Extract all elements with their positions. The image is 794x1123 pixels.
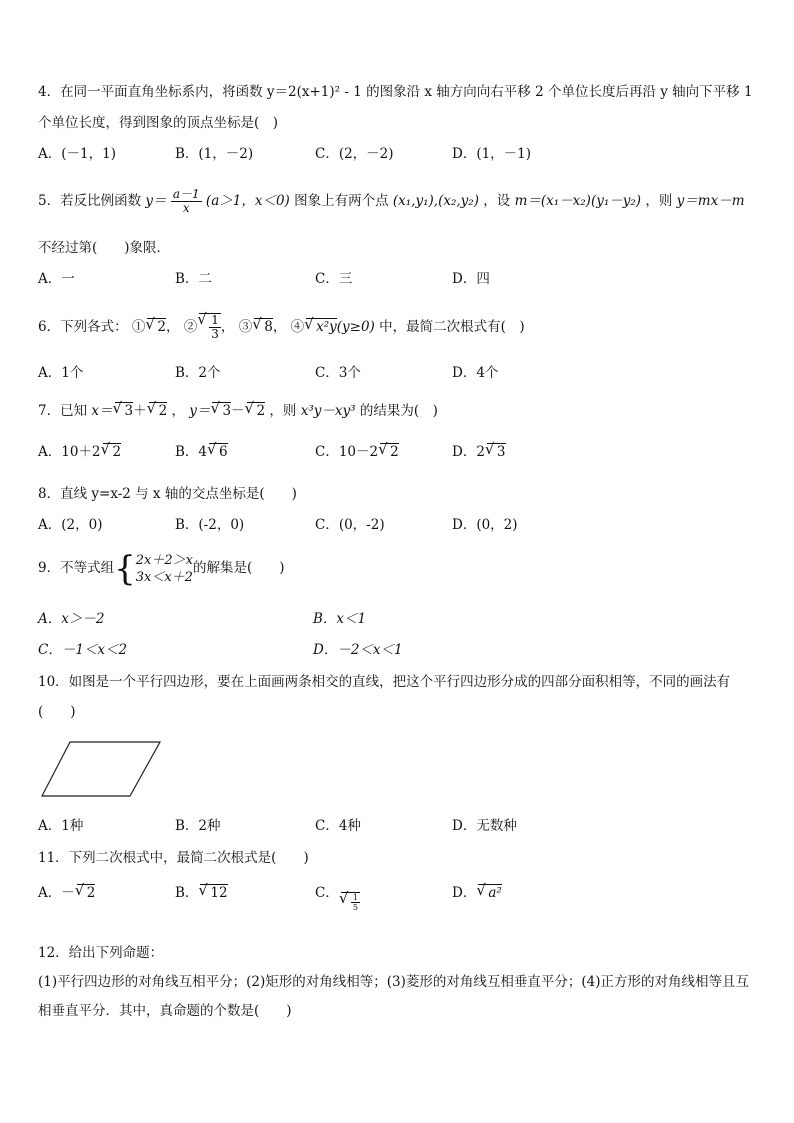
question-7-line1: [38, 400, 758, 422]
q6-index-2: ②: [183, 319, 198, 335]
option-d-pre: 2: [476, 444, 485, 460]
option-d-label: D．: [452, 885, 477, 901]
option-c: [315, 882, 360, 912]
question-7-options: [38, 441, 758, 463]
q9-prefix: 9．不等式组: [38, 560, 115, 576]
option-d: D．(0，2): [452, 517, 518, 533]
question-5-line2: 不经过第( )象限．: [38, 240, 171, 256]
option-c: C．4种: [315, 818, 361, 834]
option-a-pre: －: [61, 885, 75, 901]
q5-points: (x₁,y₁),(x₂,y₂): [392, 193, 479, 209]
option-b: B．(1，－2): [175, 146, 254, 162]
q6-index-1: ①: [131, 319, 146, 335]
option-a: [38, 441, 121, 463]
q9-brace: {: [114, 548, 136, 589]
option-c: C．三: [315, 271, 353, 287]
option-b: B．2个: [175, 365, 221, 381]
q7-y-minus: －: [231, 403, 245, 419]
option-c-frac: [351, 893, 360, 912]
option-a: A．(－1，1): [38, 146, 116, 162]
option-d: D．4个: [452, 365, 499, 381]
option-b: B．二: [175, 271, 212, 287]
question-9-line1: [38, 548, 758, 588]
option-c: C．(0，-2): [315, 517, 385, 533]
question-11-options: [38, 882, 758, 922]
option-c-num: √ 1: [352, 893, 358, 902]
question-4-line2: 个单位长度，得到图象的顶点坐标是( ): [38, 115, 279, 131]
q7-x-plus: ＋: [133, 403, 147, 419]
q9-row2: 3x＜x＋2: [135, 569, 193, 585]
q6-index-4: ④: [290, 319, 305, 335]
option-d: D．无数种: [452, 818, 517, 834]
q7-comma: ，: [171, 403, 185, 419]
q6-suffix: 中，最简二次根式有( ): [379, 319, 525, 335]
option-a: A．(2，0): [38, 517, 103, 533]
option-c: [315, 441, 399, 463]
question-8-line1: 8．直线 y=x-2 与 x 轴的交点坐标是( ): [38, 486, 297, 502]
q5-func-lhs: y＝: [145, 193, 167, 209]
option-a-label: A．: [38, 444, 62, 460]
question-5-options: [38, 268, 758, 290]
option-c-den: 5: [352, 903, 358, 912]
q6-radical-4: √ x²y: [306, 318, 337, 335]
q9-suffix: 的解集是( ): [192, 560, 285, 576]
option-a-pre: 10＋2: [61, 444, 101, 460]
option-c: C．3个: [315, 365, 361, 381]
option-a: A．1种: [38, 818, 84, 834]
q9-system: [136, 552, 193, 586]
question-8-options: [38, 514, 758, 536]
option-a: [38, 882, 95, 904]
q5-then: ，则: [645, 193, 673, 209]
option-c: C．(2，－2): [315, 146, 394, 162]
q6-radical-2-frac: [209, 314, 221, 341]
option-b-label: B．: [175, 444, 199, 460]
question-10-line1: 10．如图是一个平行四边形，要在上面画两条相交的直线，把这个平行四边形分成的四部分面积相等，不同的画法有: [38, 674, 731, 690]
option-b-label: B．: [175, 885, 199, 901]
q7-x-lhs: x＝: [91, 403, 113, 419]
q9-row1: 2x＋2＞x: [135, 552, 193, 568]
option-c-wrap: [339, 890, 360, 912]
q7-prefix: 7．已知: [38, 403, 88, 419]
q6-radical-2: [199, 313, 221, 341]
question-6-line1: 6．下列各式： ①√ 2， ② √ $\frac{1}{3}$ ， ③√ 8， ④√ x²y(y≥0) 中，最简二次根式有( ): [38, 312, 758, 342]
q6-radical-1: √ 2: [147, 318, 166, 335]
option-d-radical: √ a²: [478, 884, 501, 901]
q5-m-expr: m＝(x₁－x₂)(y₁－y₂): [514, 193, 642, 209]
option-a-label: A．: [38, 885, 62, 901]
q5-fraction: [171, 188, 202, 215]
question-11-line1: 11．下列二次根式中，最简二次根式是( ): [38, 850, 309, 866]
question-4-line1: 4．在同一平面直角坐标系内，将函数 y＝2(x+1)² - 1 的图象沿 x 轴方向向右平移 2 个单位长度后再沿 y 轴向下平移 1: [38, 84, 753, 100]
option-a-radical: √ 2: [103, 443, 122, 460]
q6-radical-3: √ 8: [254, 318, 273, 335]
q5-prefix: 5．若反比例函数: [38, 193, 142, 209]
option-c-label: C．: [315, 444, 339, 460]
q6-r2-den: 3: [211, 327, 219, 341]
question-10-options: [38, 815, 758, 837]
q6-r2-num: √ 1: [211, 313, 219, 327]
option-c: C．－1＜x＜2: [38, 642, 128, 658]
option-c-pre: 10－2: [338, 444, 379, 460]
question-9-options-row2: [38, 639, 758, 661]
option-c-label: C．: [315, 885, 339, 901]
option-d: D．－2＜x＜1: [313, 642, 403, 658]
option-b-radical: √ 6: [209, 443, 228, 460]
q7-x-radical-2: √ 2: [149, 402, 168, 419]
option-d: [452, 441, 506, 463]
option-b: B．2种: [175, 818, 221, 834]
option-c-radical: √ 2: [380, 443, 399, 460]
q6-prefix: 6．下列各式：: [38, 319, 128, 335]
option-b: [175, 882, 228, 904]
parallelogram-shape: [42, 742, 160, 796]
q5-frac-num: a－1: [172, 187, 200, 201]
q5-set: ，设: [483, 193, 511, 209]
q7-y-lhs: y＝: [189, 403, 211, 419]
option-d-radical: √ 3: [487, 443, 506, 460]
option-b: B．(-2，0): [175, 517, 245, 533]
q7-y-radical-1: √ 3: [212, 402, 231, 419]
option-b-radical: √ 12: [200, 884, 227, 901]
option-d: D．(1，－1): [452, 146, 532, 162]
option-b: B．x＜1: [313, 611, 367, 627]
q7-x-radical-1: √ 3: [115, 402, 134, 419]
parallelogram-figure: [40, 740, 164, 800]
q7-mid: ，则: [269, 403, 297, 419]
option-d: [452, 882, 502, 904]
q5-frac-den: x: [182, 201, 190, 215]
option-d: D．四: [452, 271, 490, 287]
option-a: A．x＞－2: [38, 611, 105, 627]
question-9-options-row1: [38, 608, 758, 630]
q7-suffix: 的结果为( ): [359, 403, 438, 419]
question-6-options: [38, 362, 758, 384]
option-a-radical: √ 2: [77, 884, 96, 901]
q7-expression: x³y－xy³: [300, 403, 356, 419]
option-a: A．一: [38, 271, 75, 287]
q5-condition: (a＞1，x＜0): [205, 193, 290, 209]
q6-index-3: ③: [238, 319, 253, 335]
question-10-line2: ( ): [38, 704, 76, 720]
question-12-line2: (1)平行四边形的对角线互相平分；(2)矩形的对角线相等；(3)菱形的对角线互相垂直平分；(4)正方形的对角线相等且互: [38, 974, 749, 990]
q5-line-expr: y＝mx－m: [676, 193, 745, 209]
question-12-line3: 相垂直平分．其中，真命题的个数是( ): [38, 1003, 292, 1019]
q5-mid: 图象上有两个点: [294, 193, 389, 209]
q7-y-radical-2: √ 2: [247, 402, 266, 419]
question-5-line1: [38, 188, 758, 215]
option-c-radical: [341, 892, 360, 912]
option-b: [175, 441, 228, 463]
q6-condition: (y≥0): [336, 319, 375, 335]
option-b-pre: 4: [198, 444, 208, 460]
question-12-line1: 12．给出下列命题：: [38, 945, 164, 961]
question-4-options: [38, 143, 758, 165]
option-d-label: D．: [452, 444, 477, 460]
option-a: A．1个: [38, 365, 84, 381]
